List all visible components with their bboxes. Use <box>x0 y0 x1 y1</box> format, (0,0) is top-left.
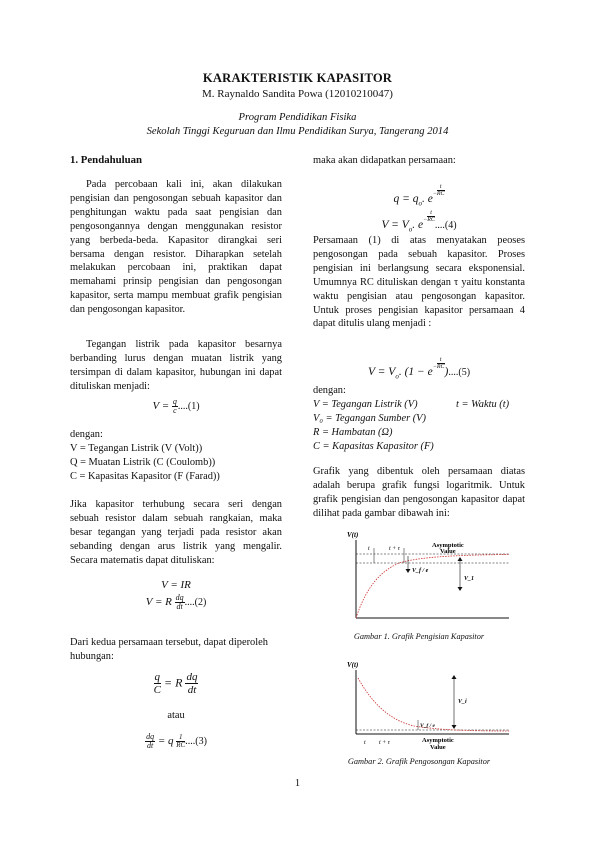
page-number: 1 <box>294 778 301 789</box>
eq4b-exp-den: RC <box>427 217 435 223</box>
eq3b-right-fraction <box>176 734 185 749</box>
equation-4b <box>313 210 525 233</box>
eq4b-rest: . e <box>412 219 424 231</box>
eq2b-fraction <box>175 594 185 611</box>
eq3a-mid: = R <box>164 675 183 690</box>
series-paragraph: Jika kapasitor terhubung secara seri dengan sebuah resistor dalam sebuah rangkaian, maka besar tegangan yang terjadi pada resistor akan sebanding dengan arus listrik yang mengalir. Secara matematis dapat dituliskan: <box>70 499 282 566</box>
fig1-v1-arrowhead-up <box>458 557 463 561</box>
eq2b-tag: ....(2) <box>184 597 207 609</box>
eq4a-exp-den: RC <box>436 191 445 197</box>
dengan-label: dengan: <box>70 429 103 440</box>
eq5-b: . (1 − e <box>398 366 433 378</box>
equation-2b <box>70 594 282 611</box>
program-name: Program Pendidikan Fisika <box>238 112 357 123</box>
definition-r-right: R = Hambatan (Ω) <box>313 427 393 438</box>
eq4a-exp-fraction <box>437 184 445 197</box>
fig2-v1-arrowhead-down <box>452 725 457 729</box>
equation-3b <box>70 733 282 750</box>
figure2-caption: Gambar 2. Grafik Pengosongan Kapasitor <box>347 757 491 766</box>
fig1-v1-arrowhead-down <box>458 587 463 591</box>
eq1-den: c <box>173 406 177 415</box>
eq3a-l-den: C <box>153 684 161 696</box>
relation-paragraph: Dari kedua persamaan tersebut, dapat diperoleh hubungan: <box>70 637 268 662</box>
eq3b-tag: ....(3) <box>185 736 207 748</box>
eq4a-exp-num: t <box>437 184 445 191</box>
eq2b-den: dt <box>176 602 183 611</box>
fig2-asymptote-label-1: Asymptotic <box>422 737 454 744</box>
eq3b-l-den: dt <box>146 741 154 750</box>
eq3a-l-num: q <box>154 671 161 683</box>
right-intro-line: maka akan didapatkan persamaan: <box>313 155 456 166</box>
eq1-tag: ....(1) <box>177 401 200 413</box>
definition-q: Q = Muatan Listrik (C (Coulomb)) <box>70 457 216 468</box>
fig2-asymptote-label-2: Value <box>430 744 446 751</box>
process-paragraph: Persamaan (1) di atas menyatakan peoses pengosongan pada sebuah kapasitor. Proses pengisian ini berlangsung secara eksponensial. Umumnya RC dituliskan dengan τ yaitu konstanta waktu pengisian atau pengosongan kapasitor. Untuk proses pengisian kapasitor persamaan 4 dapat ditulis ulang menjadi : <box>313 235 525 330</box>
eq4a-minus: − <box>432 191 437 197</box>
graph-paragraph: Grafik yang dibentuk oleh persamaan diatas adalah berupa grafik fungsi logaritmik. Untuk grafik pengisian dan pengosongan kapasitor dapat dilihat pada gambar dibawah ini: <box>313 466 525 519</box>
equation-4a <box>313 184 525 207</box>
eq4b-exp-fraction <box>427 210 435 223</box>
eq4b-sub: o <box>408 225 413 234</box>
eq5-tag: ....(5) <box>448 367 471 378</box>
fig1-t-label: t <box>368 546 370 552</box>
author-line: M. Raynaldo Sandita Powa (12010210047) <box>202 88 393 100</box>
eq3b-left-fraction <box>145 733 155 750</box>
fig1-charge-curve <box>356 555 509 619</box>
eq5-sub: o <box>395 372 399 381</box>
fig1-vf-arrowhead <box>406 569 411 573</box>
fig2-ttau-label: t + τ <box>379 740 390 746</box>
eq4b-minus: − <box>423 217 428 223</box>
eq4a-rest: . e <box>421 193 433 205</box>
atau-label: atau <box>167 710 185 721</box>
eq5-exp-den: RC <box>436 364 445 370</box>
eq1-lhs: V = <box>152 400 170 413</box>
voltage-paragraph: Tegangan listrik pada kapasitor besarnya berbanding lurus dengan muatan listrik yang tersimpan di dalam kapasitor, hubungan ini dapat dituliskan menjadi: <box>70 339 282 392</box>
fig2-ylabel: V(t) <box>347 661 359 669</box>
dengan-label-right: dengan: <box>313 385 346 396</box>
equation-5 <box>313 357 525 380</box>
eq2b-num: dq <box>175 593 184 602</box>
definition-c: C = Kapasitas Kapasitor (F (Farad)) <box>70 471 220 482</box>
paper-title: KARAKTERISTIK KAPASITOR <box>202 71 393 85</box>
discharging-graph-figure <box>344 658 514 752</box>
definition-v0-right: V₀ = Tegangan Sumber (V) <box>313 413 426 424</box>
definition-c-right: C = Kapasitas Kapasitor (F) <box>313 441 434 452</box>
figure1-caption: Gambar 1. Grafik Pengisian Kapasitor <box>353 632 485 641</box>
fig1-asymptote-label-2: Value <box>440 548 456 555</box>
eq3a-left-fraction <box>154 671 162 696</box>
fig1-ttau-label: t + τ <box>389 546 400 552</box>
definition-t-right: t = Waktu (t) <box>456 399 510 410</box>
eq5-a: V = V <box>367 366 396 378</box>
equation-1 <box>70 398 282 415</box>
eq2b-lhs: V = R <box>145 596 172 609</box>
eq4b-main: V = V <box>381 219 409 231</box>
fig2-v1-arrowhead-up <box>452 675 457 679</box>
eq5-exp-fraction <box>437 357 445 370</box>
equation-2a: V = IR <box>161 579 191 591</box>
definition-v-right: V = Tegangan Listrik (V) <box>313 399 418 410</box>
charging-graph-figure <box>344 528 514 628</box>
fig1-ylabel: V(t) <box>347 531 359 539</box>
fig2-v1-label: V_i <box>458 699 467 705</box>
eq5-exp-num: t <box>437 357 445 364</box>
eq3a-r-num: dq <box>186 671 198 683</box>
equation-3a <box>70 671 282 696</box>
fig2-t-label: t <box>364 740 366 746</box>
section-heading: 1. Pendahuluan <box>70 154 143 166</box>
eq4b-exp-num: t <box>427 210 435 217</box>
fig1-v1-label: V_1 <box>464 576 475 582</box>
eq4a-sub: o <box>418 199 422 208</box>
eq3a-right-fraction <box>185 671 198 696</box>
eq3a-r-den: dt <box>187 684 197 696</box>
eq4a-main: q = q <box>393 193 419 205</box>
fig2-vf-label: V_f / e <box>420 723 435 729</box>
eq3b-mid: = q <box>157 735 174 748</box>
eq3b-l-num: dq <box>146 732 155 741</box>
definition-v: V = Tegangan Listrik (V (Volt)) <box>70 443 203 454</box>
eq3b-r-num: 1 <box>176 734 185 742</box>
eq5-c: ) <box>444 366 449 378</box>
eq3b-r-den: RC <box>176 741 186 749</box>
intro-paragraph: Pada percobaan kali ini, akan dilakukan pengisian dan pengosongan sebuah kapasitor dan penghitungan waktu pada saat pengisian dan pengosongannya dengan menggunakan resistor yang berbeda-beda. Kapasitor dirangkai seri bersama dengan resistor. Diharapkan setelah melakukan percobaan ini, praktikan dapat memahami prinsip pengisian dan pengosongan kapasitor, serta mampu membuat grafik pengisian dan pengosongan kapasitor. <box>70 179 282 316</box>
eq1-num: q <box>172 397 177 406</box>
fig1-asymptote-label-1: Asymptotic <box>432 542 464 549</box>
institution-name: Sekolah Tinggi Keguruan dan Ilmu Pendidikan Surya, Tangerang 2014 <box>146 126 449 137</box>
eq4-tag: ....(4) <box>434 220 457 231</box>
fig1-vf-label: V_f / e <box>412 568 429 574</box>
eq5-minus: − <box>432 364 437 370</box>
